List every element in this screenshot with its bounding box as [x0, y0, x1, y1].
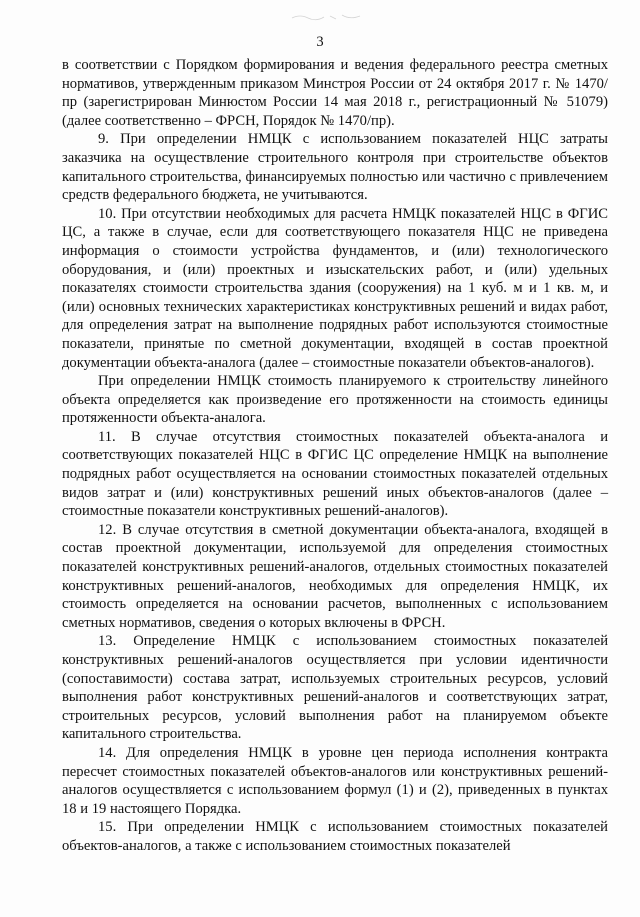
- paragraph-item-14: 14. Для определения НМЦК в уровне цен периода исполнения контракта пересчет стоимостных показателей объектов-аналогов или конструктивных решений-аналогов осуществляется с использованием формул (1) и (2), приведенных в пунктах 18 и 19 настоящего Порядка.: [62, 744, 608, 817]
- page-number: 3: [316, 34, 324, 50]
- paragraph-continuation: в соответствии с Порядком формирования и ведения федерального реестра сметных нормативов, утвержденным приказом Минстроя России от 24 октября 2017 г. № 1470/пр (зарегистрирован Минюстом России 14 мая 2018 г., регистрационный № 51079) (далее соответственно – ФРСН, Порядок № 1470/пр).: [62, 57, 608, 129]
- paragraph-item-9: 9. При определении НМЦК с использованием показателей НЦС затраты заказчика на осуществление строительного контроля при строительстве объектов капитального строительства, финансируемых полностью или частично с привлечением средств федерального бюджета, не учитываются.: [62, 131, 608, 204]
- document-body: [62, 56, 608, 856]
- paragraph-item-10: 10. При отсутствии необходимых для расчета НМЦК показателей НЦС в ФГИС ЦС, а также в случае, если для соответствующего показателя НЦС не приведена информация о стоимости устройства фундаментов, и (или) технологического оборудования, и (или) проектных и изыскательских работ, и (или) удельных показателях стоимости строительства здания (сооружения) на 1 куб. м и 1 кв. м, и (или) основных технических характеристиках конструктивных решений и видах работ, для определения затрат на выполнение подрядных работ используются стоимостные показатели, принятые по сметной документации, входящей в состав проектной документации объекта-аналога (далее – стоимостные показатели объектов-аналогов).: [62, 205, 608, 371]
- paragraph-item-13: 13. Определение НМЦК с использованием стоимостных показателей конструктивных решений-аналогов осуществляется при условии идентичности (сопоставимости) состава затрат, используемых строительных ресурсов, условий выполнения работ конструктивных решений-аналогов и соответствующих затрат, строительных ресурсов, условий выполнения работ на планируемом объекте капитального строительства.: [62, 633, 608, 743]
- scan-artifact-mark: [290, 12, 370, 22]
- paragraph-item-12: 12. В случае отсутствия в сметной документации объекта-аналога, входящей в состав проектной документации, используемой для определения стоимостных показателей конструктивных решений-аналогов, отдельных стоимостных показателей конструктивных решений-аналогов, необходимых для определения НМЦК, их стоимость определяется на основании расчетов, выполненных с использованием сметных нормативов, сведения о которых включены в ФРСН.: [62, 521, 608, 631]
- paragraph-item-15: 15. При определении НМЦК с использованием стоимостных показателей объектов-аналогов, а также с использованием стоимостных показателей: [62, 819, 608, 854]
- paragraph-linear-object: При определении НМЦК стоимость планируемого к строительству линейного объекта определяется как произведение его протяженности на стоимость единицы протяженности объекта-аналога.: [62, 373, 608, 427]
- paragraph-item-11: 11. В случае отсутствия стоимостных показателей объекта-аналога и соответствующих показателей НЦС в ФГИС ЦС определение НМЦК на выполнение подрядных работ осуществляется на основании стоимостных показателей отдельных видов затрат и (или) конструктивных решений иных объектов-аналогов (далее – стоимостные показатели конструктивных решений-аналогов).: [62, 428, 608, 520]
